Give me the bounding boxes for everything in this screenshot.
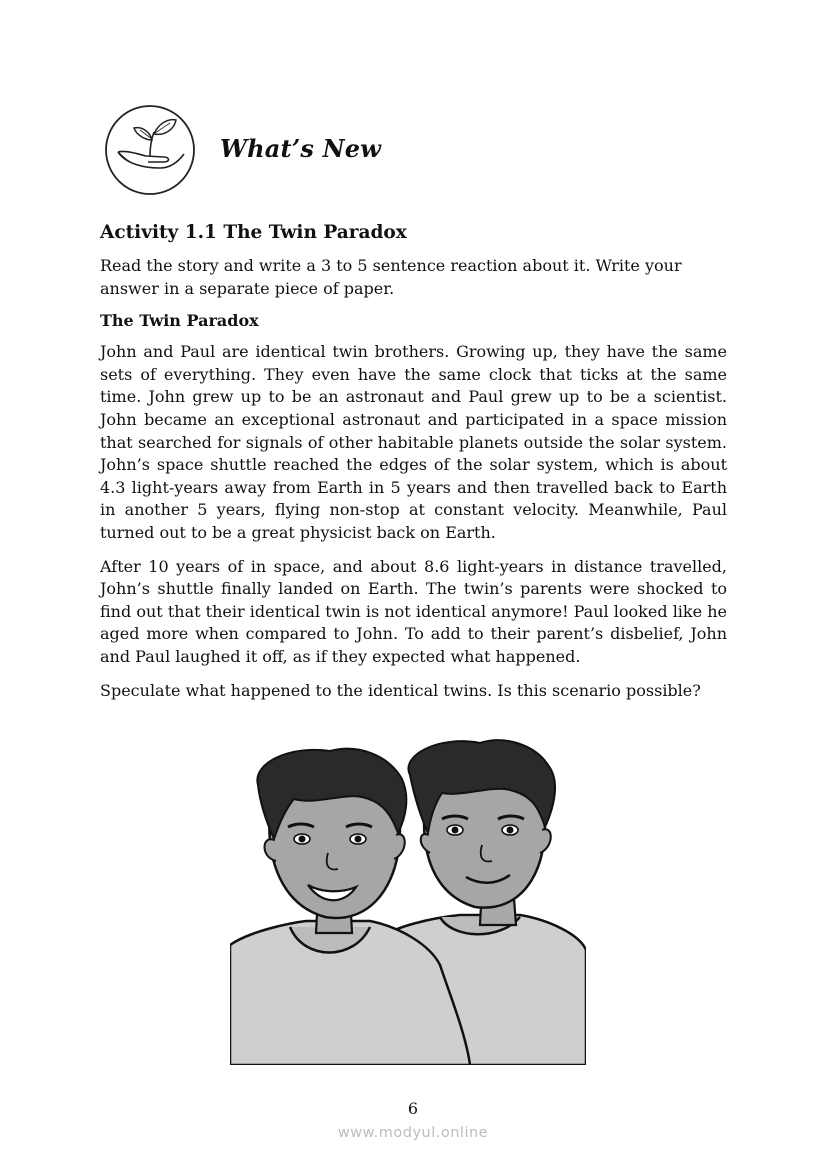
page-number: 6: [407, 1099, 419, 1118]
twin-brothers-illustration: [230, 735, 586, 1065]
watermark: www.modyul.online: [337, 1125, 489, 1141]
story-paragraph-1: John and Paul are identical twin brothers. Growing up, they have the same sets of everything. They even have the same clock that ticks at the same time. John grew up to be an astronaut and Paul grew up to be a scientist. John became an exceptional astronaut and participated in a space mission that searched for signals of other habitable planets outside the solar system. John’s space shuttle reached the edges of the solar system, which is about 4.3 light-years away from Earth in 5 years and then travelled back to Earth in another 5 years, flying non-stop at constant velocity. Meanwhile, Paul turned out to be a great physicist back on Earth.: [100, 342, 727, 542]
hand-holding-seedling-icon: [104, 104, 196, 196]
story-question: Speculate what happened to the identical twins. Is this scenario possible?: [100, 680, 701, 700]
activity-instructions: Read the story and write a 3 to 5 sentence reaction about it. Write your answer in a separate piece of paper.: [100, 256, 682, 298]
main-content: [100, 222, 727, 702]
activity-title: Activity 1.1 The Twin Paradox: [100, 222, 407, 243]
story-title: The Twin Paradox: [100, 311, 259, 331]
section-header: [104, 104, 604, 199]
story-paragraph-2: After 10 years of in space, and about 8.6 light-years in distance travelled, John’s shuttle finally landed on Earth. The twin’s parents were shocked to find out that their identical twin is not identical anymore! Paul looked like he aged more when compared to John. To add to their parent’s disbelief, John and Paul laughed it off, as if they expected what happened.: [100, 556, 727, 666]
section-title: What’s New: [220, 134, 382, 163]
